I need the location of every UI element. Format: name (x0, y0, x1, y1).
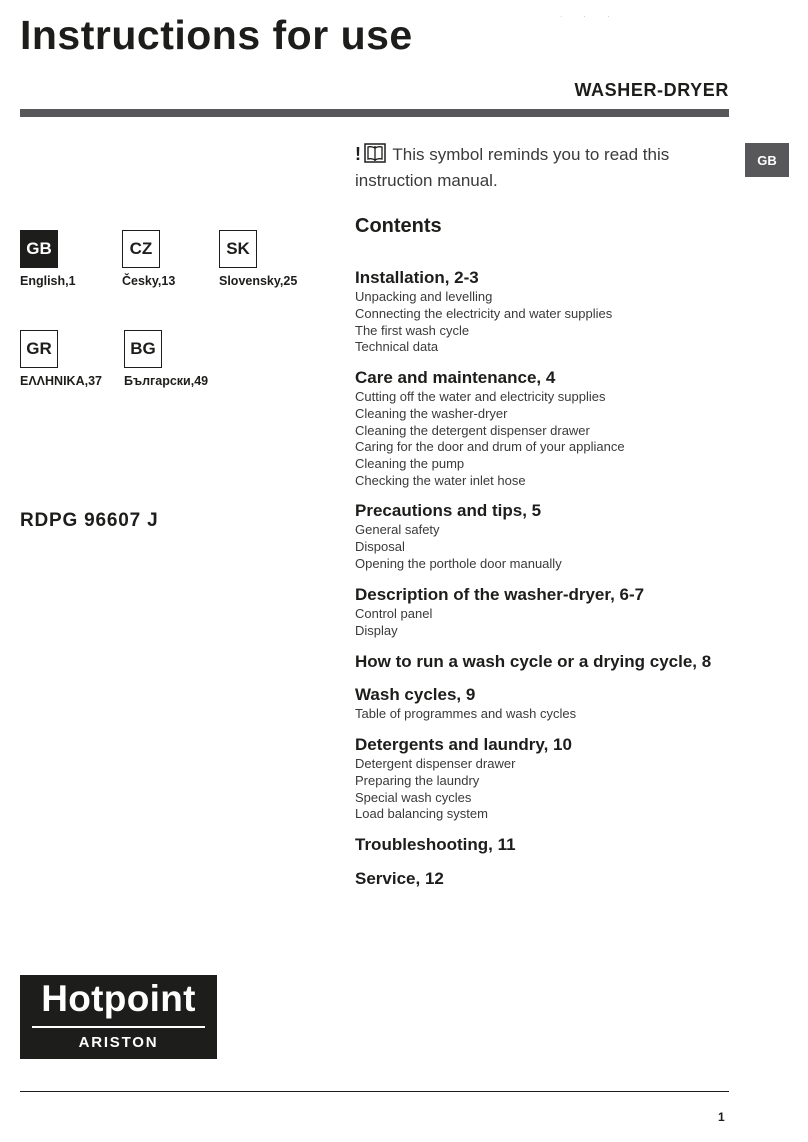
language-code-box: GB (20, 230, 58, 268)
toc-section-title[interactable]: Description of the washer-dryer, 6-7 (355, 585, 645, 604)
notice-mark: ! (355, 144, 361, 164)
toc-item[interactable]: Load balancing system (355, 806, 488, 822)
page-number: 1 (718, 1110, 725, 1124)
toc-item[interactable]: Caring for the door and drum of your appliance (355, 439, 625, 455)
toc-section-troubleshooting (355, 834, 735, 856)
toc-item[interactable]: Checking the water inlet hose (355, 472, 526, 488)
page-title: Instructions for use (20, 12, 413, 58)
toc-section-title[interactable]: Service, 12 (355, 869, 444, 888)
toc-section-detergents (355, 734, 735, 823)
toc-item[interactable]: Technical data (355, 339, 439, 355)
toc-section-title[interactable]: Detergents and laundry, 10 (355, 735, 572, 754)
toc-section-wash-cycles (355, 684, 735, 723)
language-code-box: GR (20, 330, 58, 368)
toc-section-run-cycle (355, 651, 735, 673)
language-code-box: SK (219, 230, 257, 268)
notice-text: This symbol reminds you to read this instruction manual. (355, 145, 670, 190)
print-marks: · · · (560, 14, 620, 20)
toc-item[interactable]: Special wash cycles (355, 789, 472, 805)
logo-divider (32, 1026, 205, 1028)
toc-section-title[interactable]: Troubleshooting, 11 (355, 835, 516, 854)
toc-section-title[interactable]: Care and maintenance, 4 (355, 368, 556, 387)
language-gb[interactable] (20, 230, 120, 288)
language-cz[interactable] (122, 230, 222, 288)
toc-section-precautions (355, 500, 735, 572)
toc-section-title[interactable]: Installation, 2-3 (355, 268, 479, 287)
language-gr[interactable] (20, 330, 120, 388)
toc-item[interactable]: The first wash cycle (355, 322, 470, 338)
hotpoint-ariston-logo (20, 975, 217, 1059)
toc-item[interactable]: Cleaning the detergent dispenser drawer (355, 422, 590, 438)
footer-divider (20, 1091, 729, 1092)
book-icon (364, 143, 386, 169)
toc-item[interactable]: Preparing the laundry (355, 772, 480, 788)
language-label: Česky,13 (122, 274, 176, 288)
toc-item[interactable]: Table of programmes and wash cycles (355, 706, 577, 721)
toc-item[interactable]: Disposal (355, 538, 405, 554)
toc-item[interactable]: General safety (355, 522, 440, 537)
document-subtitle: WASHER-DRYER (574, 80, 729, 100)
logo-sub-brand: ARISTON (78, 1034, 159, 1051)
language-code-box: CZ (122, 230, 160, 268)
toc-item[interactable]: Control panel (355, 606, 433, 621)
language-sk[interactable] (219, 230, 319, 288)
toc-item[interactable]: Cleaning the pump (355, 456, 465, 472)
toc-item[interactable]: Detergent dispenser drawer (355, 756, 516, 771)
toc-section-care (355, 367, 735, 490)
toc-item[interactable]: Connecting the electricity and water supplies (355, 305, 613, 321)
toc-item[interactable]: Cutting off the water and electricity supplies (355, 389, 606, 404)
read-manual-notice (355, 143, 725, 192)
toc-item[interactable]: Unpacking and levelling (355, 289, 493, 304)
language-label: ΕΛΛΗΝΙΚΑ,37 (20, 374, 102, 388)
toc-section-service (355, 868, 735, 890)
header-divider (20, 109, 729, 117)
toc-section-title[interactable]: Wash cycles, 9 (355, 685, 476, 704)
language-label: English,1 (20, 274, 76, 288)
toc-section-title[interactable]: Precautions and tips, 5 (355, 501, 542, 520)
language-code-box: BG (124, 330, 162, 368)
logo-brand: Hotpoint (41, 978, 196, 1019)
toc-item[interactable]: Opening the porthole door manually (355, 555, 562, 571)
model-number: RDPG 96607 J (20, 510, 159, 531)
toc-section-description (355, 584, 735, 640)
toc-item[interactable]: Cleaning the washer-dryer (355, 405, 508, 421)
toc-item[interactable]: Display (355, 622, 398, 638)
language-side-tab: GB (745, 143, 789, 177)
language-label: Slovensky,25 (219, 274, 298, 288)
toc-section-installation (355, 267, 735, 356)
contents-heading: Contents (355, 215, 442, 237)
language-bg[interactable] (124, 330, 224, 388)
language-label: Български,49 (124, 374, 209, 388)
toc-section-title[interactable]: How to run a wash cycle or a drying cycle, 8 (355, 652, 712, 671)
